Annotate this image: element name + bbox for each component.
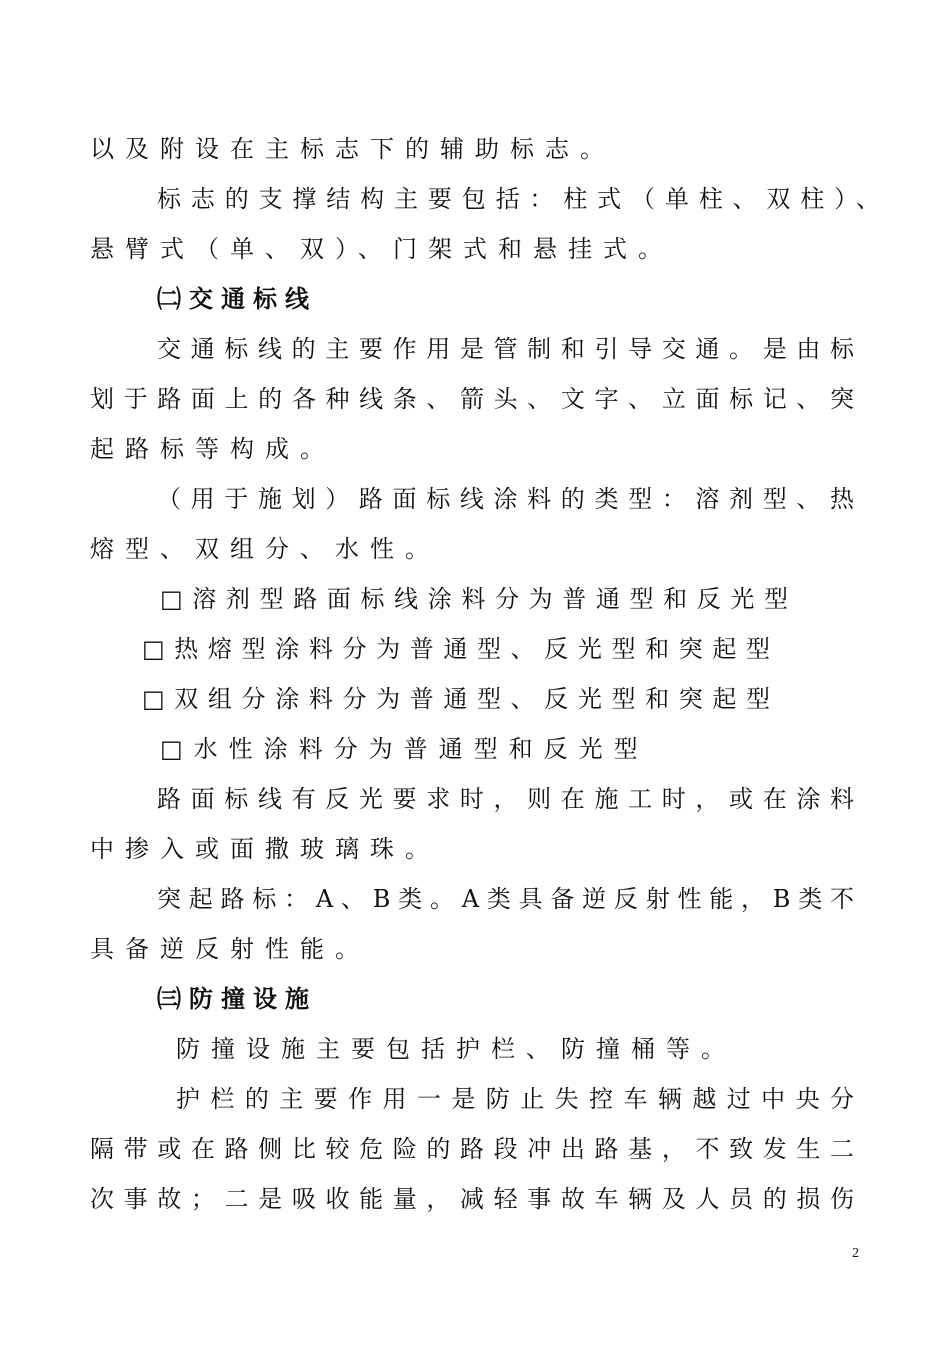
paragraph-line: 悬臂式（单、双）、门架式和悬挂式。 — [90, 235, 673, 263]
section-heading-traffic-markings: ㈡交通标线 — [157, 284, 317, 313]
paragraph-line: 护栏的主要作用一是防止失控车辆越过中央分 — [176, 1085, 854, 1113]
paragraph-line: 划于路面上的各种线条、箭头、文字、立面标记、突 — [90, 385, 854, 413]
paragraph-line: 次事故；二是吸收能量，减轻事故车辆及人员的损伤 — [90, 1185, 854, 1213]
paragraph-line: 路面标线有反光要求时，则在施工时，或在涂料 — [157, 785, 854, 813]
list-item: □溶剂型路面标线涂料分为普通型和反光型 — [160, 585, 788, 613]
paragraph-line: 防撞设施主要包括护栏、防撞桶等。 — [176, 1035, 736, 1063]
list-item: □热熔型涂料分为普通型、反光型和突起型 — [142, 635, 770, 663]
paragraph-line: 熔型、双组分、水性。 — [90, 535, 440, 563]
paragraph-line: 以及附设在主标志下的辅助标志。 — [90, 135, 615, 163]
paragraph-line: 具备逆反射性能。 — [90, 935, 370, 963]
list-item: □水性涂料分为普通型和反光型 — [160, 735, 649, 763]
page-number: 2 — [852, 1246, 859, 1261]
paragraph-line: 起路标等构成。 — [90, 435, 335, 463]
section-heading-crash-barriers: ㈢防撞设施 — [157, 984, 317, 1013]
paragraph-line: 突起路标：A、B类。A类具备逆反射性能，B类不 — [157, 885, 854, 913]
paragraph-line: 标志的支撑结构主要包括：柱式（单柱、双柱）、 — [157, 185, 880, 213]
paragraph-line: （用于施划）路面标线涂料的类型：溶剂型、热 — [157, 485, 854, 513]
paragraph-line: 交通标线的主要作用是管制和引导交通。是由标 — [157, 335, 854, 363]
paragraph-line: 中掺入或面撒玻璃珠。 — [90, 835, 440, 863]
paragraph-line: 隔带或在路侧比较危险的路段冲出路基，不致发生二 — [90, 1135, 854, 1163]
list-item: □双组分涂料分为普通型、反光型和突起型 — [142, 685, 770, 713]
